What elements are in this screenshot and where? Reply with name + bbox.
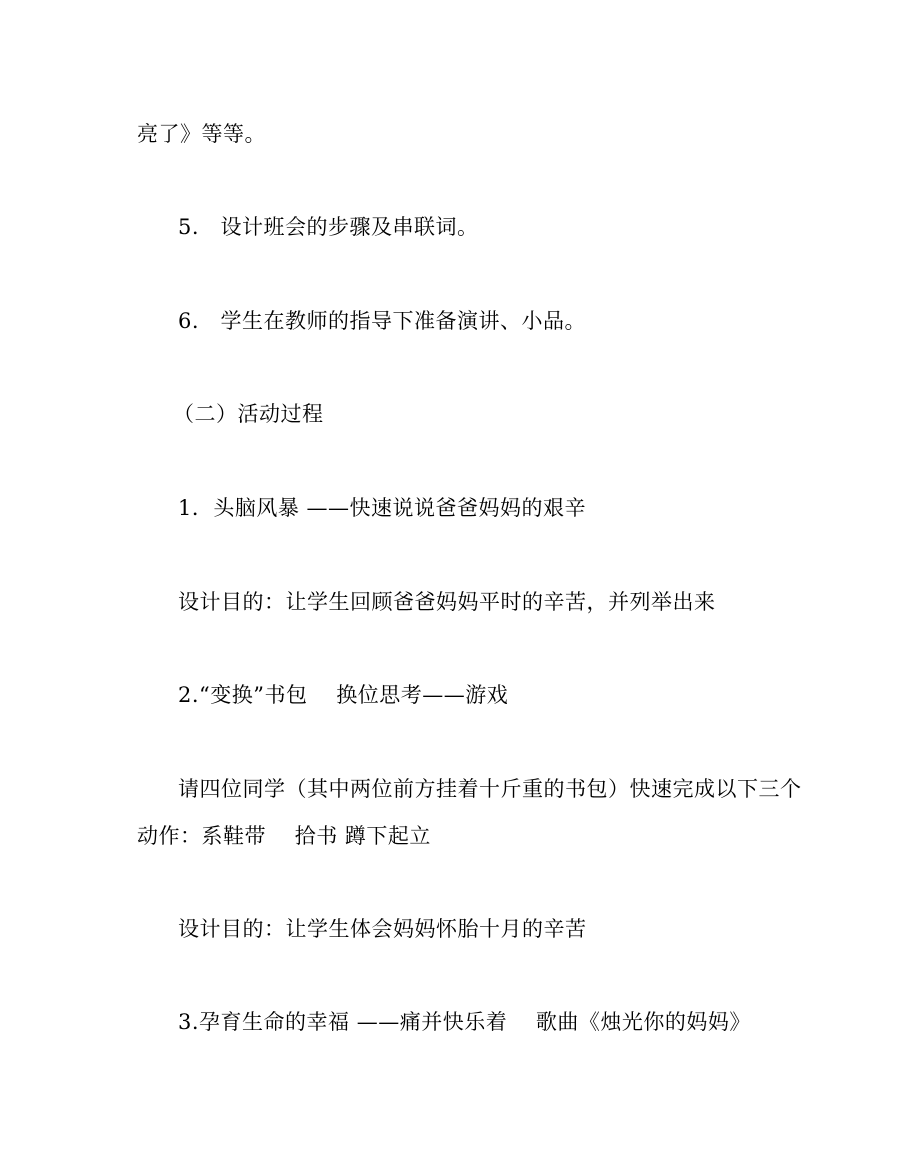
activity-2-purpose: 设计目的：让学生体会妈妈怀胎十月的辛苦 [178, 917, 587, 941]
activity-2-description: 请四位同学（其中两位前方挂着十斤重的书包）快速完成以下三个 [178, 777, 802, 801]
activity-1-purpose: 设计目的：让学生回顾爸爸妈妈平时的辛苦，并列举出来 [178, 590, 716, 614]
section-heading: （二）活动过程 [173, 402, 324, 426]
list-item-6: 6. 学生在教师的指导下准备演讲、小品。 [178, 309, 587, 333]
activity-2-title: 2.“变换”书包 换位思考——游戏 [178, 683, 509, 707]
text-line-continuation: 亮了》等等。 [137, 122, 266, 146]
activity-2-description-cont: 动作：系鞋带 拾书 蹲下起立 [137, 824, 431, 848]
list-item-5: 5. 设计班会的步骤及串联词。 [178, 215, 479, 239]
activity-3-title: 3.孕育生命的幸福 ——痛并快乐着 歌曲《烛光你的妈妈》 [178, 1010, 751, 1034]
activity-1-title: 1．头脑风暴 ——快速说说爸爸妈妈的艰辛 [178, 496, 587, 520]
